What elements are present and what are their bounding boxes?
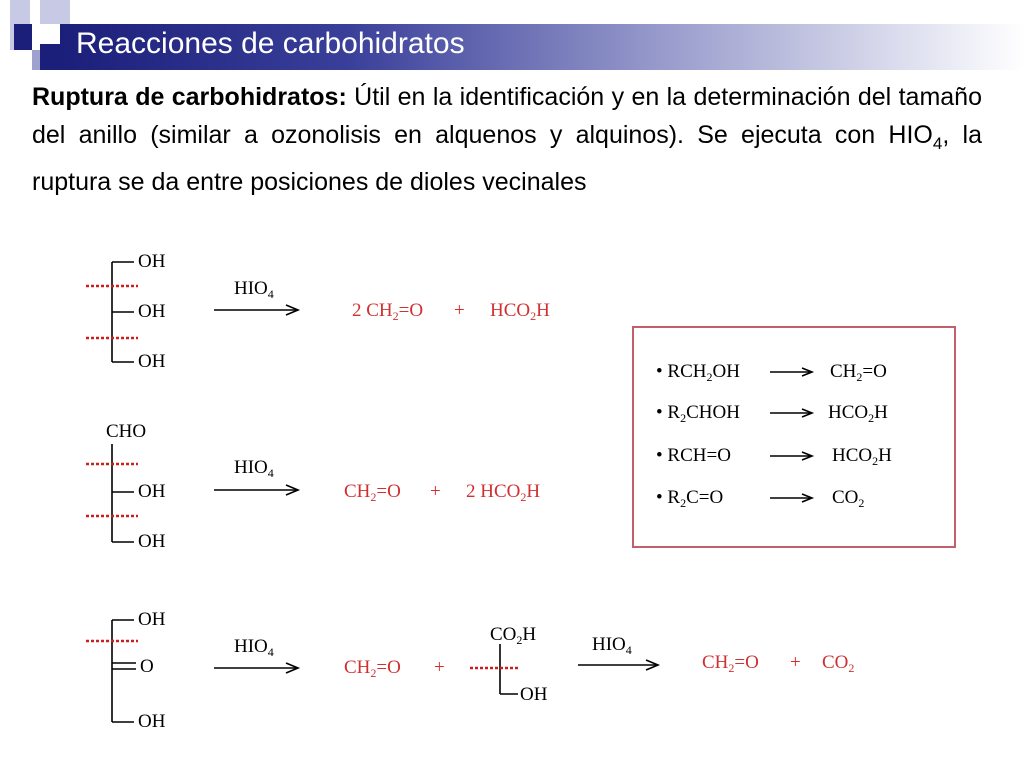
r1-substituent-3: OH [138,351,166,372]
r3-reagent-1: $HIO_4$ [234,636,274,659]
paragraph-text-2: , la ruptura se da entre posiciones de dioles vecinales [32,121,982,196]
r1-product-a: 2 $CH_2=O$ [352,300,424,323]
rule-2-right: $HCO_2H$ [828,402,888,425]
rule-1-right: $CH_2=O$ [830,361,887,384]
r1-plus: + [454,300,465,321]
r2-substituent-1: CHO [106,421,147,442]
rule-3-left: • RCH=O [656,445,731,466]
rule-4-right: $CO_2$ [832,487,865,510]
r3-reagent-2: $HIO_4$ [592,634,632,657]
rule-2-left: • $R_2CHOH$ [656,402,740,425]
r3-product-a-2: $CH_2=O$ [702,652,759,675]
r1-substituent-2: OH [138,301,166,322]
r2-substituent-2: OH [138,481,166,502]
r1-reagent: $HIO_4$ [234,278,274,301]
r3-intermediate-top: $CO_2H$ [490,624,537,647]
r3-product-a-1: $CH_2=O$ [344,657,401,680]
paragraph-text-1: Útil en la identificación y en la determinación del tamaño del anillo (similar a ozonolisis en alquenos y alquinos). Se ejecuta con HIO [32,83,982,149]
slide-title: Reacciones de carbohidratos [76,27,465,60]
r3-plus-1: + [434,657,445,678]
r2-plus: + [430,481,441,502]
r3-plus-2: + [790,652,801,673]
r1-substituent-1: OH [138,251,166,272]
r2-product-b: 2 $HCO_2H$ [466,481,541,504]
r2-product-a: $CH_2=O$ [344,481,401,504]
r2-substituent-3: OH [138,531,166,552]
rule-3-right: $HCO_2H$ [832,445,892,468]
r3-substituent-3: OH [138,711,166,732]
paragraph-sub: 4 [932,134,943,153]
r2-reagent: $HIO_4$ [234,457,274,480]
r3-product-b: $CO_2$ [822,652,855,675]
r1-product-b: $HCO_2H$ [490,300,550,323]
r3-substituent-1: OH [138,609,166,630]
rule-1-left: • $RCH_2OH$ [656,361,740,384]
rule-4-left: • $R_2C=O$ [656,487,724,510]
r3-substituent-2: O [140,656,154,677]
paragraph-lead: Ruptura de carbohidratos: [32,83,347,111]
cleavage-rules-box [632,326,956,548]
r3-intermediate-bottom: OH [520,684,548,705]
